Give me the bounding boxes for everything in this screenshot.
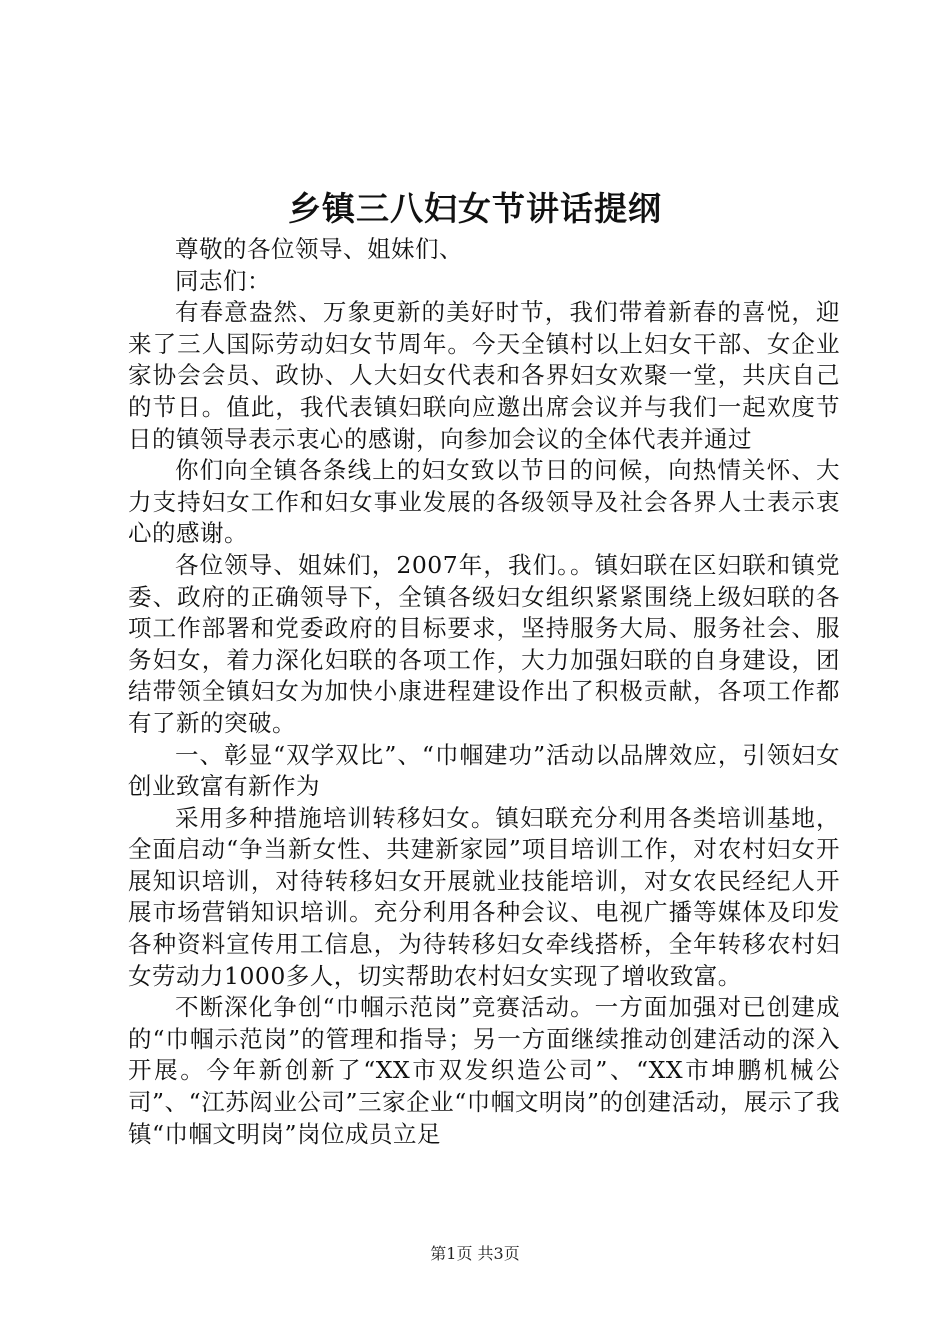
salutation-line-1: 尊敬的各位领导、姐妹们、	[175, 235, 463, 263]
section-heading: 一、彰显“双学双比”、“巾帼建功”活动以品牌效应，引领妇女创业致富有新作为	[128, 740, 840, 801]
page-number-footer: 第1页 共3页	[430, 1244, 520, 1263]
body-paragraph: 不断深化争创“巾帼示范岗”竞赛活动。一方面加强对已创建成的“巾帼示范岗”的管理和指导；另一方面继续推动创建活动的深入开展。今年新创新了“XX市双发织造公司”、“XX市坤鹏机械公司”、“江苏闳业公司”三家企业“巾帼文明岗”的创建活动，展示了我镇“巾帼文明岗”岗位成员立足	[128, 993, 840, 1148]
document-title: 乡镇三八妇女节讲话提纲	[288, 189, 662, 228]
body-paragraph: 有春意盎然、万象更新的美好时节，我们带着新春的喜悦，迎来了三人国际劳动妇女节周年。今天全镇村以上妇女干部、女企业家协会会员、政协、人大妇女代表和各界妇女欢聚一堂，共庆自己的节日。值此，我代表镇妇联向应邀出席会议并与我们一起欢度节日的镇领导表示衷心的感谢，向参加会议的全体代表并通过	[128, 298, 840, 453]
body-paragraph: 各位领导、姐妹们，2007年，我们。。镇妇联在区妇联和镇党委、政府的正确领导下，全镇各级妇女组织紧紧围绕上级妇联的各项工作部署和党委政府的目标要求，坚持服务大局、服务社会、服务妇女，着力深化妇联的各项工作，大力加强妇联的自身建设，团结带领全镇妇女为加快小康进程建设作出了积极贡献，各项工作都有了新的突破。	[128, 550, 840, 737]
body-paragraph: 采用多种措施培训转移妇女。镇妇联充分利用各类培训基地，全面启动“争当新女性、共建新家园”项目培训工作，对农村妇女开展知识培训，对待转移妇女开展就业技能培训，对女农民经纪人开展市场营销知识培训。充分利用各种会议、电视广播等媒体及印发各种资料宣传用工信息，为待转移妇女牵线搭桥，全年转移农村妇女劳动力1000多人，切实帮助农村妇女实现了增收致富。	[128, 803, 840, 990]
salutation-line-2: 同志们：	[175, 266, 271, 295]
document-body	[128, 234, 840, 1150]
body-paragraph: 你们向全镇各条线上的妇女致以节日的问候，向热情关怀、大力支持妇女工作和妇女事业发展的各级领导及社会各界人士表示衷心的感谢。	[128, 456, 840, 548]
